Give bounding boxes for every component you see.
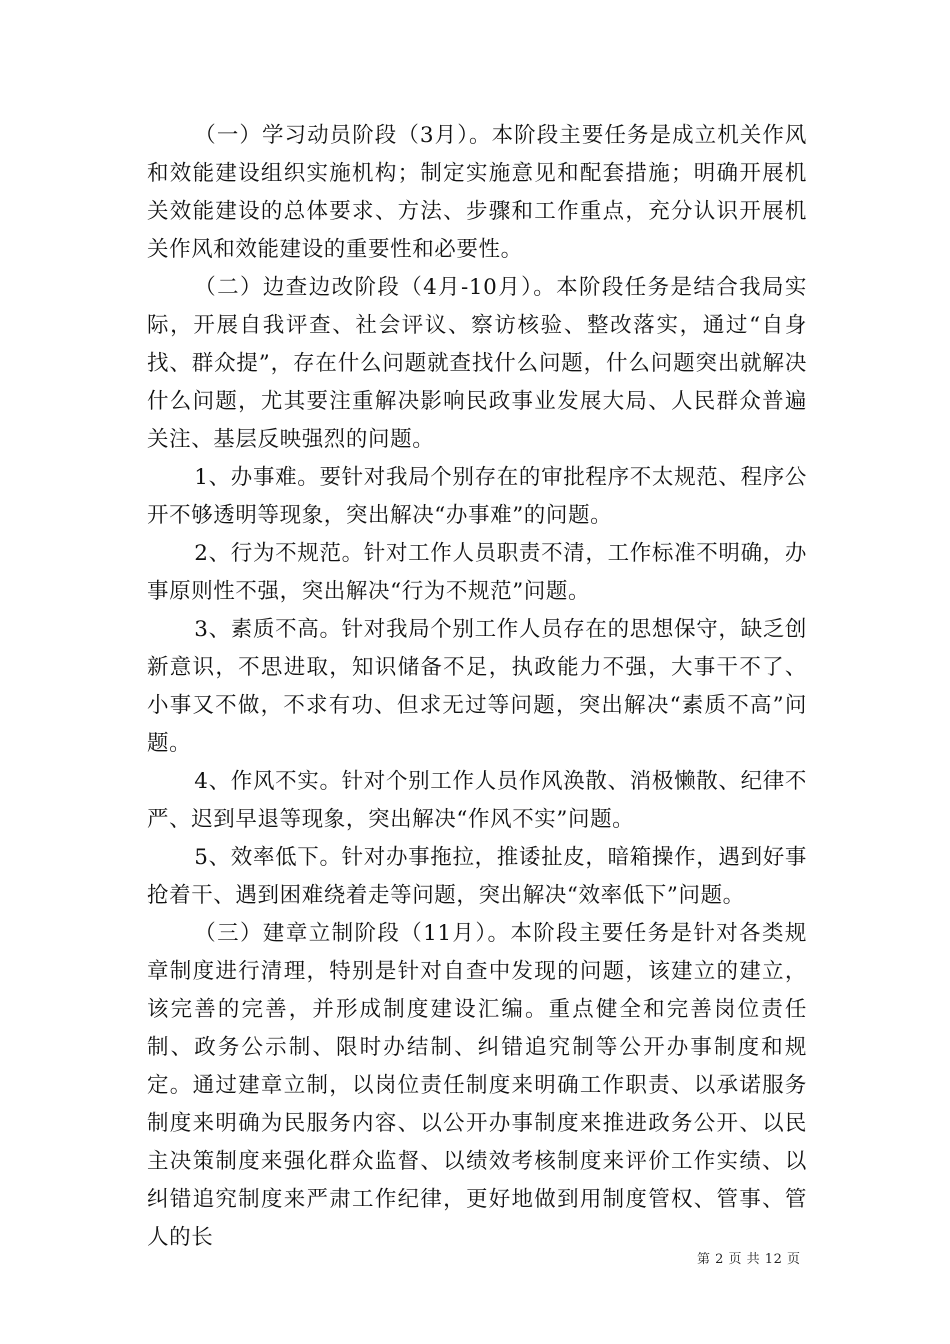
- paragraph-item-3: 3、素质不高。针对我局个别工作人员存在的思想保守，缺乏创新意识，不思进取，知识储备不足，执政能力不强，大事干不了、小事又不做，不求有功、但求无过等问题，突出解决“素质不高”问题。: [147, 617, 807, 756]
- paragraph-item-5: 5、效率低下。针对办事拖拉，推诿扯皮，暗箱操作，遇到好事抢着干、遇到困难绕着走等问题，突出解决“效率低下”问题。: [147, 845, 807, 908]
- paragraph-item-2: 2、行为不规范。针对工作人员职责不清，工作标准不明确，办事原则性不强，突出解决“行为不规范”问题。: [147, 541, 807, 604]
- paragraph-stage-3: （三）建章立制阶段（11月）。本阶段主要任务是针对各类规章制度进行清理，特别是针对自查中发现的问题，该建立的建立，该完善的完善，并形成制度建设汇编。重点健全和完善岗位责任制、政务公示制、限时办结制、纠错追究制等公开办事制度和规定。通过建章立制，以岗位责任制度来明确工作职责、以承诺服务制度来明确为民服务内容、以公开办事制度来推进政务公开、以民主决策制度来强化群众监督、以绩效考核制度来评价工作实绩、以纠错追究制度来严肃工作纪律，更好地做到用制度管权、管事、管人的长: [147, 921, 807, 1250]
- paragraph-item-1: 1、办事难。要针对我局个别存在的审批程序不太规范、程序公开不够透明等现象，突出解决“办事难”的问题。: [147, 465, 807, 528]
- page-number-footer: 第 2 页 共 12 页: [697, 1252, 801, 1267]
- paragraph-stage-2: （二）边查边改阶段（4月-10月）。本阶段任务是结合我局实际，开展自我评查、社会评议、察访核验、整改落实，通过“自身找、群众提”，存在什么问题就查找什么问题，什么问题突出就解决什么问题，尤其要注重解决影响民政事业发展大局、人民群众普遍关注、基层反映强烈的问题。: [147, 275, 807, 452]
- paragraph-item-4: 4、作风不实。针对个别工作人员作风涣散、消极懒散、纪律不严、迟到早退等现象，突出解决“作风不实”问题。: [147, 769, 807, 832]
- document-body: [147, 117, 807, 1257]
- paragraph-stage-1: （一）学习动员阶段（3月）。本阶段主要任务是成立机关作风和效能建设组织实施机构；制定实施意见和配套措施；明确开展机关效能建设的总体要求、方法、步骤和工作重点，充分认识开展机关作风和效能建设的重要性和必要性。: [147, 123, 807, 262]
